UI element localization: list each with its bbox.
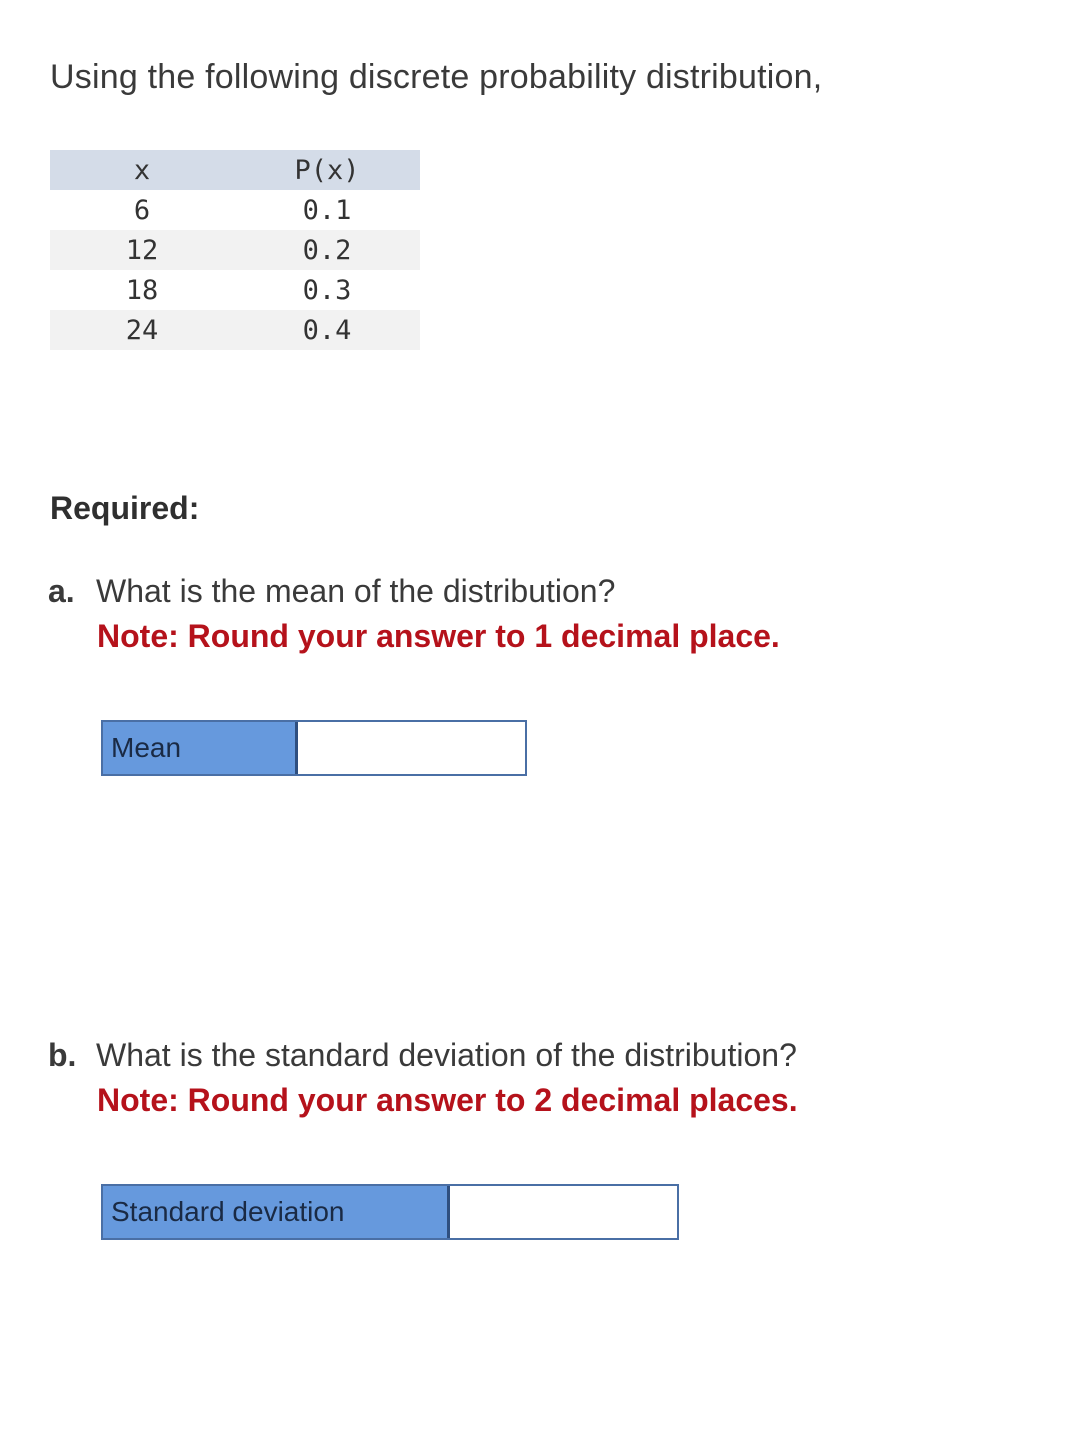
cell-px: 0.1 xyxy=(302,194,352,226)
question-b-text: What is the standard deviation of the distribution? xyxy=(96,1037,797,1073)
std-answer-row xyxy=(101,1184,679,1240)
cell-px: 0.4 xyxy=(302,314,352,346)
cell-px: 0.3 xyxy=(302,274,352,306)
table-row xyxy=(50,270,420,310)
question-a xyxy=(48,573,615,610)
table-header-row xyxy=(50,150,420,190)
question-b-note: Note: Round your answer to 2 decimal places. xyxy=(97,1082,798,1118)
mean-input-wrap xyxy=(298,722,525,774)
intro-text: Using the following discrete probability distribution, xyxy=(50,58,823,96)
required-heading: Required: xyxy=(50,490,200,526)
cell-x: 18 xyxy=(125,274,159,306)
question-b xyxy=(48,1037,797,1074)
cell-x: 24 xyxy=(125,314,159,346)
header-x: x xyxy=(133,154,151,186)
table-row xyxy=(50,230,420,270)
question-a-text: What is the mean of the distribution? xyxy=(96,573,616,609)
table-row xyxy=(50,310,420,350)
std-input-wrap xyxy=(450,1186,677,1238)
question-a-note: Note: Round your answer to 1 decimal place. xyxy=(97,618,780,654)
question-b-letter: b. xyxy=(48,1037,77,1073)
header-px: P(x) xyxy=(294,154,360,186)
cell-x: 6 xyxy=(133,194,151,226)
mean-answer-row xyxy=(101,720,527,776)
std-input[interactable] xyxy=(450,1186,677,1238)
mean-input[interactable] xyxy=(298,722,525,774)
std-label: Standard deviation xyxy=(103,1186,450,1238)
table-row xyxy=(50,190,420,230)
probability-table xyxy=(50,150,420,350)
cell-px: 0.2 xyxy=(302,234,352,266)
mean-label: Mean xyxy=(103,722,298,774)
cell-x: 12 xyxy=(125,234,159,266)
question-a-letter: a. xyxy=(48,573,75,609)
